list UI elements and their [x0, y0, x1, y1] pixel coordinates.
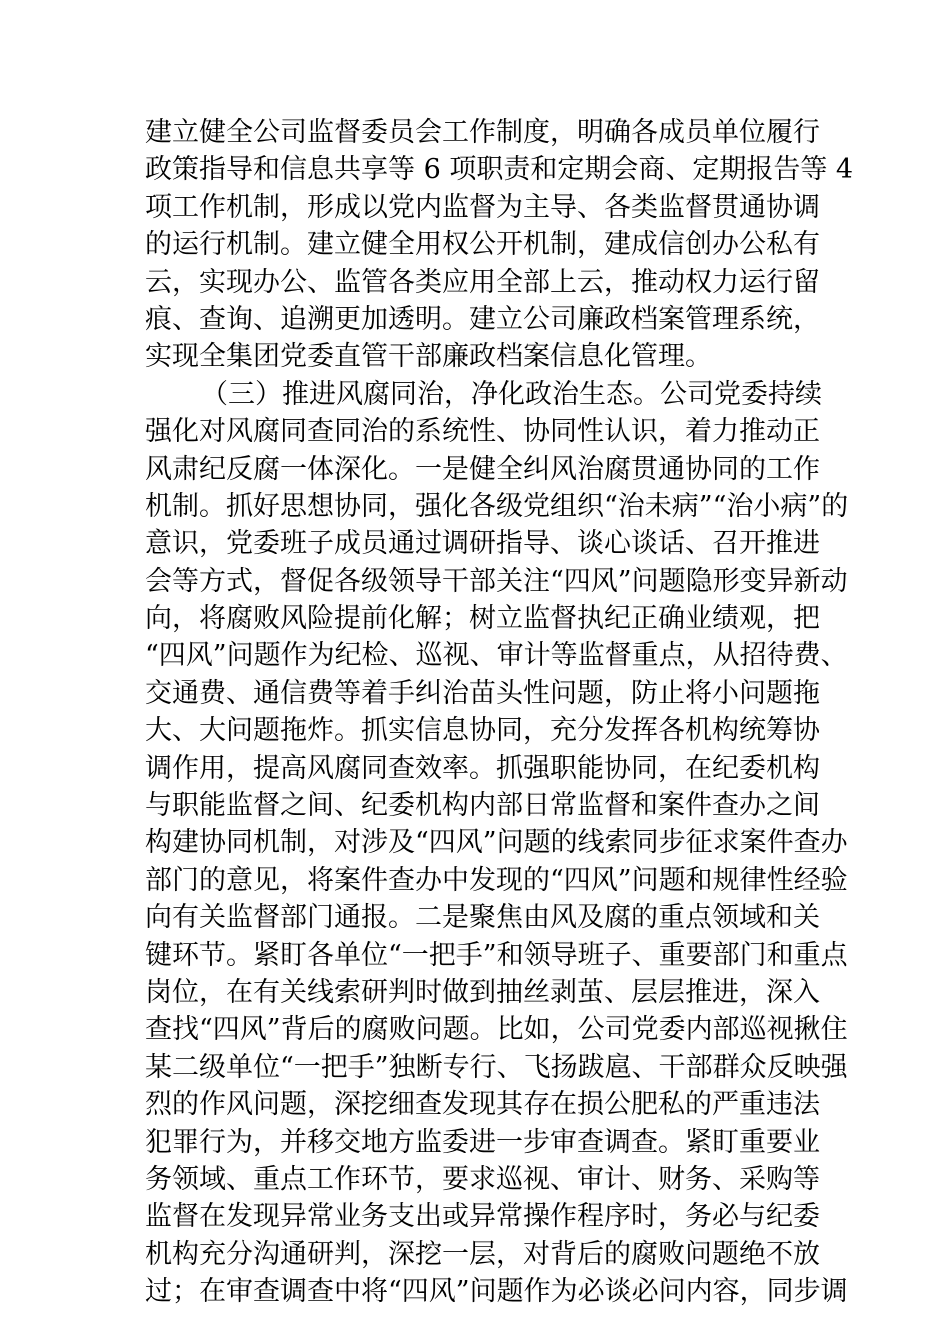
text-line: 建立健全公司监督委员会工作制度，明确各成员单位履行 — [145, 117, 820, 148]
text-line: 部门的意见，将案件查办中发现的“四风”问题和规律性经验 — [145, 864, 848, 896]
text-line: 务领域、重点工作环节，要求巡视、审计、财务、采购等 — [145, 1163, 820, 1195]
text-line: 大、大问题拖炸。抓实信息协同，充分发挥各机构统筹协 — [145, 715, 820, 747]
text-line: 云，实现办公、监管各类应用全部上云，推动权力运行留 — [145, 266, 820, 298]
text-line: 机构充分沟通研判，深挖一层，对背后的腐败问题绝不放 — [145, 1238, 820, 1270]
text-line: “四风”问题作为纪检、巡视、审计等监督重点，从招待费、 — [145, 640, 848, 672]
text-line: 会等方式，督促各级领导干部关注“四风”问题隐形变异新动 — [145, 565, 848, 597]
text-line: 强化对风腐同查同治的系统性、协同性认识，着力推动正 — [145, 416, 820, 448]
section-heading-line: （三）推进风腐同治，净化政治生态。公司党委持续 — [201, 378, 822, 410]
text-line: 意识，党委班子成员通过调研指导、谈心谈话、召开推进 — [145, 528, 820, 560]
text-line: 岗位，在有关线索研判时做到抽丝剥茧、层层推进，深入 — [145, 976, 820, 1008]
paragraph-1 — [145, 114, 854, 376]
text-line: 的运行机制。建立健全用权公开机制，建成信创办公私有 — [145, 229, 820, 261]
text-line: 构建协同机制，对涉及“四风”问题的线索同步征求案件查办 — [145, 827, 848, 859]
text-line: 调作用，提高风腐同查效率。抓强职能协同，在纪委机构 — [145, 752, 820, 784]
text-line: 政策指导和信息共享等 6 项职责和定期会商、定期报告等 4 — [145, 154, 854, 186]
text-line: 键环节。紧盯各单位“一把手”和领导班子、重要部门和重点 — [145, 939, 848, 971]
text-line: 烈的作风问题，深挖细查发现其存在损公肥私的严重违法 — [145, 1089, 820, 1121]
text-line: 向有关监督部门通报。二是聚焦由风及腐的重点领域和关 — [145, 902, 820, 934]
text-line: 风肃纪反腐一体深化。一是健全纠风治腐贯通协同的工作 — [145, 453, 820, 485]
document-body — [145, 114, 854, 1311]
paragraph-2 — [145, 376, 849, 1311]
text-line: 向，将腐败风险提前化解；树立监督执纪正确业绩观，把 — [145, 603, 820, 635]
text-line: 犯罪行为，并移交地方监委进一步审查调查。紧盯重要业 — [145, 1126, 820, 1158]
text-line: 查找“四风”背后的腐败问题。比如，公司党委内部巡视揪住 — [145, 1014, 848, 1046]
text-line: 机制。抓好思想协同，强化各级党组织“治未病”“治小病”的 — [145, 490, 849, 522]
text-line: 痕、查询、追溯更加透明。建立公司廉政档案管理系统， — [145, 303, 820, 335]
text-line: 监督在发现异常业务支出或异常操作程序时，务必与纪委 — [145, 1201, 820, 1233]
text-line: 某二级单位“一把手”独断专行、飞扬跋扈、干部群众反映强 — [145, 1051, 848, 1083]
text-line: 交通费、通信费等着手纠治苗头性问题，防止将小问题拖 — [145, 677, 820, 709]
text-line: 过；在审查调查中将“四风”问题作为必谈必问内容，同步调 — [145, 1276, 848, 1308]
text-line: 实现全集团党委直管干部廉政档案信息化管理。 — [145, 341, 712, 373]
text-line: 项工作机制，形成以党内监督为主导、各类监督贯通协调 — [145, 191, 820, 223]
text-line: 与职能监督之间、纪委机构内部日常监督和案件查办之间 — [145, 790, 820, 822]
